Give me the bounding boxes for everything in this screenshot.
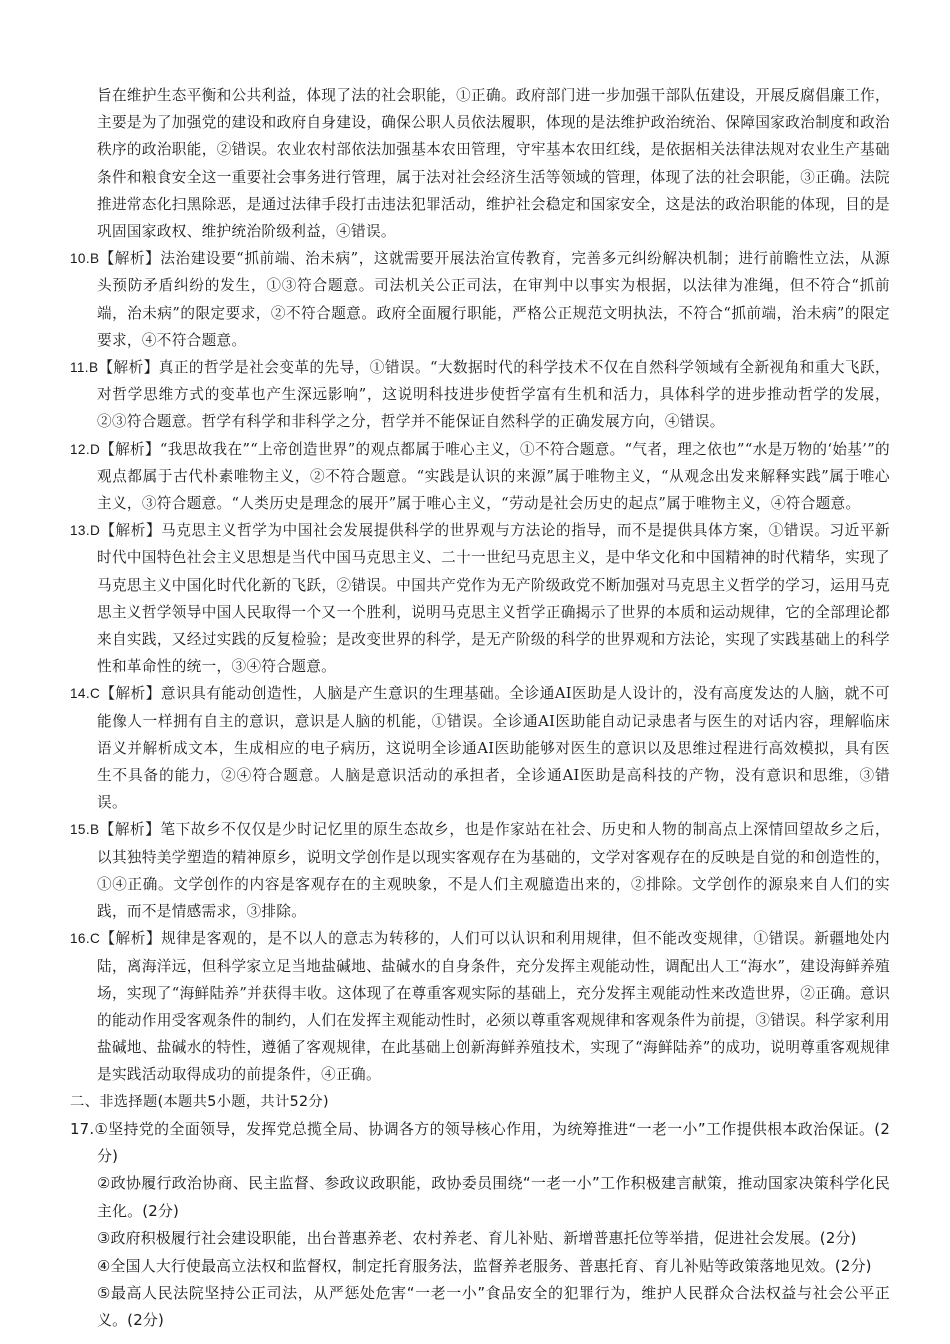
q17-point-5: ⑤最高人民法院坚持公正司法，从严惩处危害“一老一小”食品安全的犯罪行为，维护人民群众合法权益与社会公平正义。(2分): [97, 1283, 890, 1330]
answer-11: [70, 354, 890, 436]
q9-continuation: 旨在维护生态平衡和公共利益，体现了法的社会职能，①正确。政府部门进一步加强干部队伍建设，开展反腐倡廉工作，主要是为了加强党的建设和政府自身建设，确保公职人员依法履职，体现的是法维护政治统治、保障国家政治制度和政治秩序的政治职能，②错误。农业农村部依法加强基本农田管理，守牢基本农田红线，是依据相关法律法规对农业生产基础条件和粮食安全这一重要社会事务进行管理，属于法对社会经济生活等领域的管理，体现了法的社会职能，③正确。法院推进常态化扫黑除恶，是通过法律手段打击违法犯罪活动，维护社会稳定和国家安全，这是法的政治职能的体现，目的是巩固国家政权、维护统治阶级利益，④错误。: [97, 87, 890, 241]
answer-number: 12.D: [70, 441, 101, 457]
answer-text: 【解析】规律是客观的，是不以人的意志为转移的，人们可以认识和利用规律，但不能改变规律，①错误。新疆地处内陆，离海洋远，但科学家立足当地盐碱地、盐碱水的自身条件，充分发挥主观能动性，调配出人工“海水”，建设海鲜养殖场，实现了“海鲜陆养”并获得丰收。这体现了在尊重客观实际的基础上，充分发挥主观能动性来改造世界，②正确。意识的能动作用受客观条件的制约，人们在发挥主观能动性时，必须以尊重客观规律和客观条件为前提，③错误。科学家利用盐碱地、盐碱水的特性，遵循了客观规律，在此基础上创新海鲜养殖技术，实现了“海鲜陆养”的成功，说明尊重客观规律是实践活动取得成功的前提条件，④正确。: [97, 930, 890, 1084]
answer-16: [70, 925, 890, 1088]
answer-number: 10.B: [70, 251, 100, 267]
answer-number: 16.C: [70, 931, 101, 947]
answer-text: 【解析】“我思故我在”“上帝创造世界”的观点都属于唯心主义，①不符合题意。“气者，理之依也”“水是万物的‘始基’”的观点都属于古代朴素唯物主义，②不符合题意。“实践是认识的来源”属于唯物主义，“从观念出发来解释实践”属于唯心主义，③符合题意。“人类历史是理念的展开”属于唯心主义，“劳动是社会历史的起点”属于唯物主义，④符合题意。: [97, 440, 890, 513]
q17-point-3: ③政府积极履行社会建设职能，出台普惠养老、农村养老、育儿补贴、新增普惠托位等举措，促进社会发展。(2分): [97, 1229, 857, 1248]
q17-point-2: ②政协履行政治协商、民主监督、参政议政职能，政协委员围绕“一老一小”工作积极建言献策，推动国家决策科学化民主化。(2分): [97, 1174, 890, 1220]
answer-text: 【解析】法治建设要“抓前端、治未病”，这就需要开展法治宣传教育，完善多元纠纷解决机制；进行前瞻性立法，从源头预防矛盾纠纷的发生，①③符合题意。司法机关公正司法，在审判中以事实为根据，以法律为准绳，但不符合“抓前端，治未病”的限定要求，②不符合题意。政府全面履行职能，严格公正规范文明执法，不符合“抓前端，治未病”的限定要求，④不符合题意。: [97, 250, 890, 349]
answer-text: 【解析】笔下故乡不仅仅是少时记忆里的原生态故乡，也是作家站在社会、历史和人物的制高点上深情回望故乡之后，以其独特美学塑造的精神原乡，说明文学创作是以现实客观存在为基础的，文学对客观存在的反映是自觉的和创造性的，①④正确。文学创作的内容是客观存在的主观映象，不是人们主观臆造出来的，②排除。文学创作的源泉来自人们的实践，而不是情感需求，③排除。: [97, 821, 890, 921]
answer-13: [70, 517, 890, 680]
answer-number: 13.D: [70, 523, 101, 539]
answer-14: [70, 680, 890, 816]
answer-number: 14.C: [70, 686, 101, 702]
answer-text: 【解析】意识具有能动创造性，人脑是产生意识的生理基础。全诊通AI医助是人设计的，没有高度发达的人脑，就不可能像人一样拥有自主的意识，意识是人脑的机能，①错误。全诊通AI医助能自动记录患者与医生的对话内容，理解临床语义并解析成文本，生成相应的电子病历，这说明全诊通AI医助能够对医生的意识以及思维过程进行高效模拟，具有医生不具备的能力，②④符合题意。人脑是意识活动的承担者，全诊通AI医助是高科技的产物，没有意识和思维，③错误。: [97, 685, 890, 812]
q17-number: 17.: [70, 1119, 95, 1138]
q17-point-text: ①坚持党的全面领导，发挥党总揽全局、协调各方的领导核心作用，为统筹推进“一老一小”工作提供根本政治保证。(2分): [94, 1119, 890, 1165]
section-heading: 二、非选择题(本题共5小题，共计52分): [70, 1093, 329, 1110]
answer-text: 【解析】真正的哲学是社会变革的先导，①错误。“大数据时代的科学技术不仅在自然科学领域有全新视角和重大飞跃，对哲学思维方式的变革也产生深远影响”，这说明科技进步使哲学富有生机和活力，具体科学的进步推动哲学的发展，②③符合题意。哲学有科学和非科学之分，哲学并不能保证自然科学的正确发展方向，④错误。: [97, 359, 890, 431]
answer-sheet: [70, 82, 890, 1335]
answer-12: [70, 436, 890, 518]
answer-text: 【解析】马克思主义哲学为中国社会发展提供科学的世界观与方法论的指导，而不是提供具体方案，①错误。习近平新时代中国特色社会主义思想是当代中国马克思主义、二十一世纪马克思主义，是中华文化和中国精神的时代精华，实现了马克思主义中国化时代化新的飞跃，②错误。中国共产党作为无产阶级政党不断加强对马克思主义哲学的学习，运用马克思主义哲学领导中国人民取得一个又一个胜利，说明马克思主义哲学正确揭示了世界的本质和运动规律，它的全部理论都来自实践，又经过实践的反复检验；是改变世界的科学，是无产阶级的科学的世界观和方法论，实现了实践基础上的科学性和革命性的统一，③④符合题意。: [97, 522, 890, 676]
answer-10: [70, 245, 890, 354]
answer-number: 11.B: [70, 360, 99, 376]
answer-15: [70, 816, 890, 925]
q17-point-4: ④全国人大行使最高立法权和监督权，制定托育服务法，监督养老服务、普惠托育、育儿补贴等政策落地见效。(2分): [97, 1256, 872, 1275]
answer-number: 15.B: [70, 822, 100, 838]
q17-point-1: [70, 1116, 890, 1171]
